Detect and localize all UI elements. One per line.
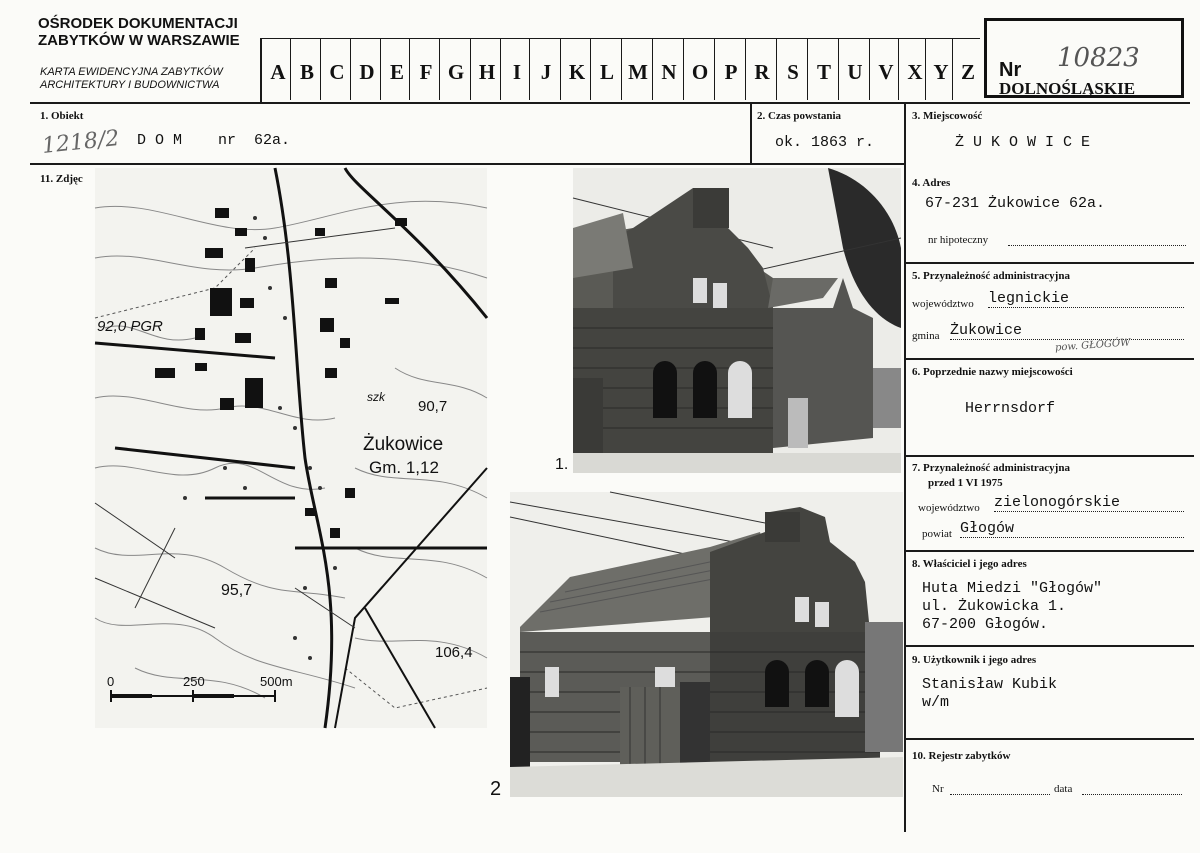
letter-k: K <box>568 60 586 84</box>
letter-c: C <box>329 60 345 84</box>
gmina-value: Żukowice <box>950 322 1184 340</box>
map-label-gmina: Gm. 1,12 <box>369 458 439 477</box>
obiekt-value: D O M nr 62a. <box>137 132 291 149</box>
divider-czas <box>750 102 752 164</box>
letter-d: D <box>359 60 375 84</box>
letter-u: U <box>847 60 863 84</box>
letter-g: G <box>447 60 465 84</box>
rule-sec7 <box>904 455 1194 457</box>
uzytkownik-line-2: w/m <box>922 694 950 711</box>
uzytkownik-line-1: Stanisław Kubik <box>922 676 1058 693</box>
rule-sec6 <box>904 358 1194 360</box>
letter-i: I <box>512 60 522 84</box>
poprzednie-value: Herrnsdorf <box>965 400 1056 417</box>
map-label-elevation-1064: 106,4 <box>435 644 473 661</box>
rejestr-data-label: data <box>1054 783 1073 795</box>
org-line-2: ZABYTKÓW W WARSZAWIE <box>38 32 240 49</box>
letter-z: Z <box>960 60 975 84</box>
rejestr-nr-field <box>950 794 1050 795</box>
building-photo-1 <box>555 168 901 473</box>
letter-s: S <box>787 60 799 84</box>
map-label-elevation-957: 95,7 <box>221 582 253 599</box>
powiat-value: Głogów <box>960 520 1184 538</box>
uzytkownik-label: 9. Użytkownik i jego adres <box>912 654 1037 666</box>
card-line-2: ARCHITEKTURY I BUDOWNICTWA <box>40 79 220 91</box>
photo-1-number: 1. <box>555 456 569 473</box>
zdjecia-label: 11. Zdjęc <box>40 173 83 185</box>
przed-wojewodztwo-value: zielonogórskie <box>994 494 1184 512</box>
letter-x: X <box>907 60 923 84</box>
photo-2-number: 2 <box>490 778 502 800</box>
letter-l: L <box>599 60 614 84</box>
wlasciciel-address <box>922 580 1102 634</box>
adres-label: 4. Adres <box>912 177 951 189</box>
powiat-label: powiat <box>922 528 952 540</box>
map-label-school: szk <box>367 390 385 404</box>
wlasciciel-line-1: Huta Miedzi "Głogów" <box>922 580 1103 597</box>
map-label-town: Żukowice <box>363 434 444 455</box>
letter-h: H <box>478 60 496 84</box>
uzytkownik-address <box>922 676 1057 712</box>
miejscowosc-label: 3. Miejscowość <box>912 110 983 122</box>
letter-p: P <box>724 60 738 84</box>
wlasciciel-label: 8. Właściciel i jego adres <box>912 558 1027 570</box>
powiat-note: pow. GŁOGÓW <box>1054 337 1131 354</box>
poprzednie-label: 6. Poprzednie nazwy miejscowości <box>912 366 1073 378</box>
przynaleznosc-label: 5. Przynależność administracyjna <box>912 270 1070 282</box>
map-scale-500: 500m <box>260 674 293 689</box>
letter-b: B <box>299 60 314 84</box>
obiekt-handwritten-number: 1218/2 <box>40 126 121 159</box>
letter-f: F <box>419 60 433 84</box>
rule-sec8 <box>904 550 1194 552</box>
org-name <box>38 15 260 49</box>
hipoteczny-label: nr hipoteczny <box>928 234 989 246</box>
nr-box <box>984 18 1184 98</box>
rule-sec10 <box>904 738 1194 740</box>
rejestr-nr-label: Nr <box>932 783 944 795</box>
wlasciciel-line-3: 67-200 Głogów. <box>922 616 1049 633</box>
building-photo-1-drawing <box>573 168 901 473</box>
letter-e: E <box>389 60 404 84</box>
org-line-1: OŚRODEK DOKUMENTACJI <box>38 15 238 32</box>
letter-n: N <box>661 60 677 84</box>
wojewodztwo-label: województwo <box>912 298 974 310</box>
letter-a: A <box>270 60 286 84</box>
hipoteczny-field <box>1008 245 1186 246</box>
building-photo-2 <box>490 492 903 800</box>
rejestr-data-field <box>1082 794 1182 795</box>
letters-top-rule <box>260 38 980 39</box>
divider-right-column <box>904 102 906 832</box>
letter-j: J <box>540 60 552 84</box>
building-photo-2-drawing <box>510 492 903 797</box>
rule-below-header <box>30 102 1190 104</box>
rule-sec5 <box>904 262 1194 264</box>
rejestr-label: 10. Rejestr zabytków <box>912 750 1011 762</box>
obiekt-label: 1. Obiekt <box>40 110 84 122</box>
map-scale-0: 0 <box>107 674 115 689</box>
rule-below-row1 <box>30 163 905 165</box>
nr-value: 10823 <box>1057 43 1140 73</box>
letter-o: O <box>691 60 709 84</box>
adres-value: 67-231 Żukowice 62a. <box>925 195 1106 212</box>
miejscowosc-value: Ż U K O W I C E <box>955 134 1091 151</box>
czas-label: 2. Czas powstania <box>757 110 842 122</box>
card-line-1: KARTA EWIDENCYJNA ZABYTKÓW <box>40 66 223 78</box>
region-label: DOLNOŚLĄSKIE <box>999 79 1136 98</box>
przed-wojewodztwo-label: województwo <box>918 502 980 514</box>
czas-value: ok. 1863 r. <box>775 134 875 151</box>
wojewodztwo-value: legnickie <box>988 290 1184 308</box>
letter-r: R <box>754 60 770 84</box>
wlasciciel-line-2: ul. Żukowicka 1. <box>922 598 1067 615</box>
przed-date: przed 1 VI 1975 <box>928 477 1003 489</box>
map-scale-250: 250 <box>183 674 205 689</box>
map-label-pgr: 92,0 PGR <box>97 318 163 335</box>
rule-sec9 <box>904 645 1194 647</box>
card-type <box>40 66 258 92</box>
gmina-label: gmina <box>912 330 940 342</box>
letter-y: Y <box>933 60 949 84</box>
letter-v: V <box>878 60 894 84</box>
header-divider-left <box>260 38 262 102</box>
letter-m: M <box>628 60 648 84</box>
letter-t: T <box>816 60 831 84</box>
przynaleznosc-przed-label: 7. Przynależność administracyjna <box>912 462 1070 474</box>
map-label-elevation-907: 90,7 <box>418 398 448 415</box>
nr-label: Nr <box>999 59 1022 81</box>
topographic-map <box>95 168 487 728</box>
